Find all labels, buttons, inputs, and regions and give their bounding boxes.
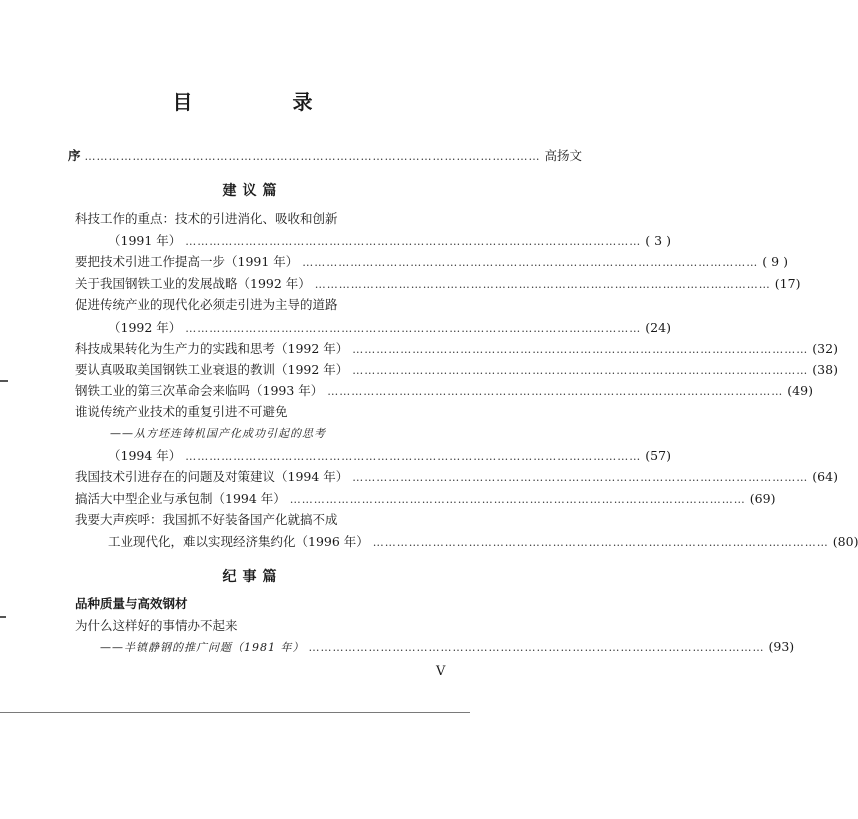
- section-heading-jishi: 纪事篇: [222, 569, 283, 585]
- toc-entry-subtitle: ——从方坯连铸机国产化成功引起的思考: [110, 427, 326, 440]
- page-number: (69): [749, 491, 776, 506]
- page-number: (64): [812, 469, 838, 484]
- page-number: (57): [645, 448, 671, 463]
- toc-entry-title: 搞活大中型企业与承包制（1994 年）: [75, 491, 286, 506]
- leader-dots: ……………………………………………………………………………………………………: [352, 471, 809, 484]
- toc-entry: [75, 489, 776, 509]
- toc-entry-year: （1992 年）: [108, 320, 182, 335]
- page-number: (49): [787, 383, 813, 398]
- page-number: (17): [774, 276, 801, 291]
- toc-entry: [75, 360, 838, 380]
- subsection-heading: 品种质量与高效钢材: [75, 596, 188, 611]
- leader-dots: ……………………………………………………………………………………………………: [185, 450, 642, 463]
- toc-entry: [75, 252, 788, 272]
- scan-bottom-rule: [0, 712, 470, 713]
- toc-entry-preface: [68, 146, 583, 166]
- toc-entry: [108, 318, 671, 338]
- toc-entry-year: （1994 年）: [108, 448, 182, 463]
- toc-entry: [75, 467, 838, 487]
- toc-entry-year: （1991 年）: [108, 233, 182, 248]
- leader-dots: ……………………………………………………………………………………………………: [185, 235, 642, 248]
- toc-entry-title: 关于我国钢铁工业的发展战略（1992 年）: [75, 276, 311, 291]
- toc-entry-title: 钢铁工业的第三次革命会来临吗（1993 年）: [75, 383, 324, 398]
- leader-dots: ……………………………………………………………………………………………………: [84, 150, 541, 163]
- leader-dots: ……………………………………………………………………………………………………: [352, 364, 809, 377]
- leader-dots: ……………………………………………………………………………………………………: [372, 536, 829, 549]
- section-heading-jianyi: 建议篇: [222, 183, 283, 199]
- page-number: (24): [645, 320, 671, 335]
- leader-dots: ……………………………………………………………………………………………………: [308, 641, 765, 654]
- toc-entry: [108, 446, 671, 466]
- toc-entry-title: 要把技术引进工作提高一步（1991 年）: [75, 254, 299, 269]
- page-number: ( 3 ): [645, 233, 671, 248]
- scan-edge-mark: [0, 380, 8, 382]
- toc-entry-title: 科技成果转化为生产力的实践和思考（1992 年）: [75, 341, 349, 356]
- scan-edge-mark: [0, 616, 6, 618]
- page-number: (80): [832, 534, 858, 549]
- toc-entry: [108, 231, 671, 251]
- preface-author: 高扬文: [544, 148, 583, 163]
- leader-dots: ……………………………………………………………………………………………………: [289, 493, 746, 506]
- preface-label: 序: [68, 148, 81, 163]
- page-number: (93): [768, 639, 795, 654]
- toc-entry-subtitle: ——半镇静钢的推广问题（1981 年）: [100, 641, 305, 654]
- page-number: (38): [812, 362, 838, 377]
- toc-entry-title: 要认真吸取美国钢铁工业衰退的教训（1992 年）: [75, 362, 349, 377]
- page-number: (32): [812, 341, 838, 356]
- page-title: 目 录: [172, 90, 333, 114]
- page-number: ( 9 ): [762, 254, 788, 269]
- toc-entry: [75, 339, 838, 359]
- toc-entry-title: 我国技术引进存在的问题及对策建议（1994 年）: [75, 469, 349, 484]
- leader-dots: ……………………………………………………………………………………………………: [314, 278, 771, 291]
- leader-dots: ……………………………………………………………………………………………………: [302, 256, 759, 269]
- leader-dots: ……………………………………………………………………………………………………: [352, 343, 809, 356]
- leader-dots: ……………………………………………………………………………………………………: [185, 322, 642, 335]
- toc-entry-title: 谁说传统产业技术的重复引进不可避免: [75, 404, 288, 419]
- toc-entry-title: 科技工作的重点：技术的引进消化、吸收和创新: [75, 211, 338, 226]
- toc-entry-title-cont: 工业现代化，难以实现经济集约化（1996 年）: [108, 534, 369, 549]
- toc-entry: [75, 274, 801, 294]
- toc-entry: [108, 532, 858, 552]
- toc-entry: [75, 381, 813, 401]
- toc-entry-title: 我要大声疾呼：我国抓不好装备国产化就搞不成: [75, 512, 338, 527]
- leader-dots: ……………………………………………………………………………………………………: [327, 385, 784, 398]
- toc-entry-title: 促进传统产业的现代化必须走引进为主导的道路: [75, 297, 338, 312]
- toc-entry-title: 为什么这样好的事情办不起来: [75, 618, 238, 633]
- toc-entry: [100, 637, 795, 657]
- folio: V: [436, 664, 446, 679]
